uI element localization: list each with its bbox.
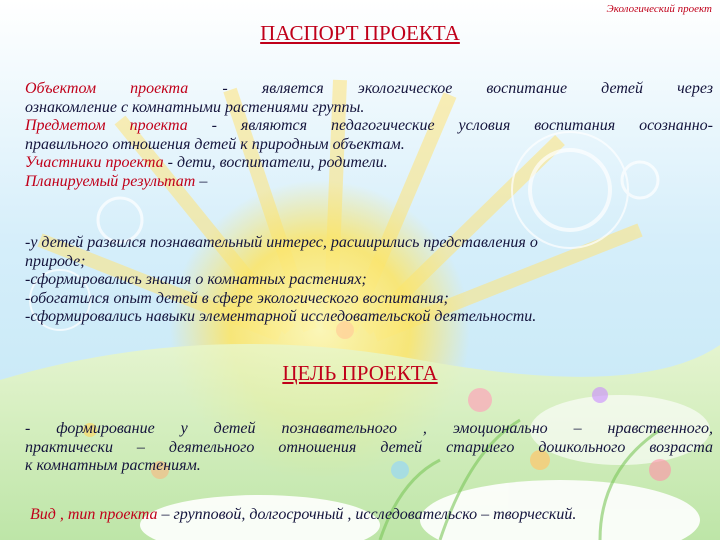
- corner-label: Экологический проект: [606, 3, 712, 15]
- subject-label: Предметом проекта: [25, 117, 188, 135]
- goal-line-1: - формирование у детей познавательного , эмоционально – нравственного,: [25, 420, 713, 437]
- type-section: [30, 506, 718, 525]
- goal-title: ЦЕЛЬ ПРОЕКТА: [282, 361, 438, 385]
- participants-label: Участники проекта: [25, 154, 164, 172]
- participants-line: [25, 154, 713, 173]
- result-label: Планируемый результат: [25, 172, 196, 190]
- object-text-2: ознакомление с комнатными растениями группы.: [25, 98, 365, 116]
- subject-line-1: [25, 117, 713, 136]
- result-item: -сформировались знания о комнатных растениях;: [25, 271, 367, 289]
- result-text: –: [195, 172, 208, 190]
- goal-section: [25, 420, 713, 476]
- type-label: Вид , тип проекта: [30, 506, 158, 523]
- result-item: -обогатился опыт детей в сфере экологического воспитания;: [25, 289, 449, 307]
- passport-title: ПАСПОРТ ПРОЕКТА: [260, 21, 460, 45]
- object-label: Объектом проекта: [25, 80, 189, 97]
- goal-line-2: практически – деятельного отношения детей старшего дошкольного возраста: [25, 438, 713, 456]
- subject-text-1: - являются педагогические условия воспитания осознанно-: [187, 117, 713, 135]
- object-line-1: [25, 80, 713, 99]
- object-text-1: - является экологическое воспитание детей через: [188, 80, 714, 97]
- result-line: [25, 173, 713, 192]
- participants-text: - дети, воспитатели, родители.: [163, 154, 388, 172]
- result-item: природе;: [25, 252, 86, 270]
- passport-section: [25, 80, 713, 192]
- result-item: -у детей развился познавательный интерес, расширились представления о: [25, 234, 538, 251]
- result-list: [25, 234, 713, 327]
- goal-line-3: к комнатным растениям.: [25, 457, 201, 475]
- result-item: -сформировались навыки элементарной исследовательской деятельности.: [25, 308, 537, 326]
- subject-text-2: правильного отношения детей к природным объектам.: [25, 135, 405, 153]
- type-text: – групповой, долгосрочный , исследовательско – творческий.: [157, 506, 577, 523]
